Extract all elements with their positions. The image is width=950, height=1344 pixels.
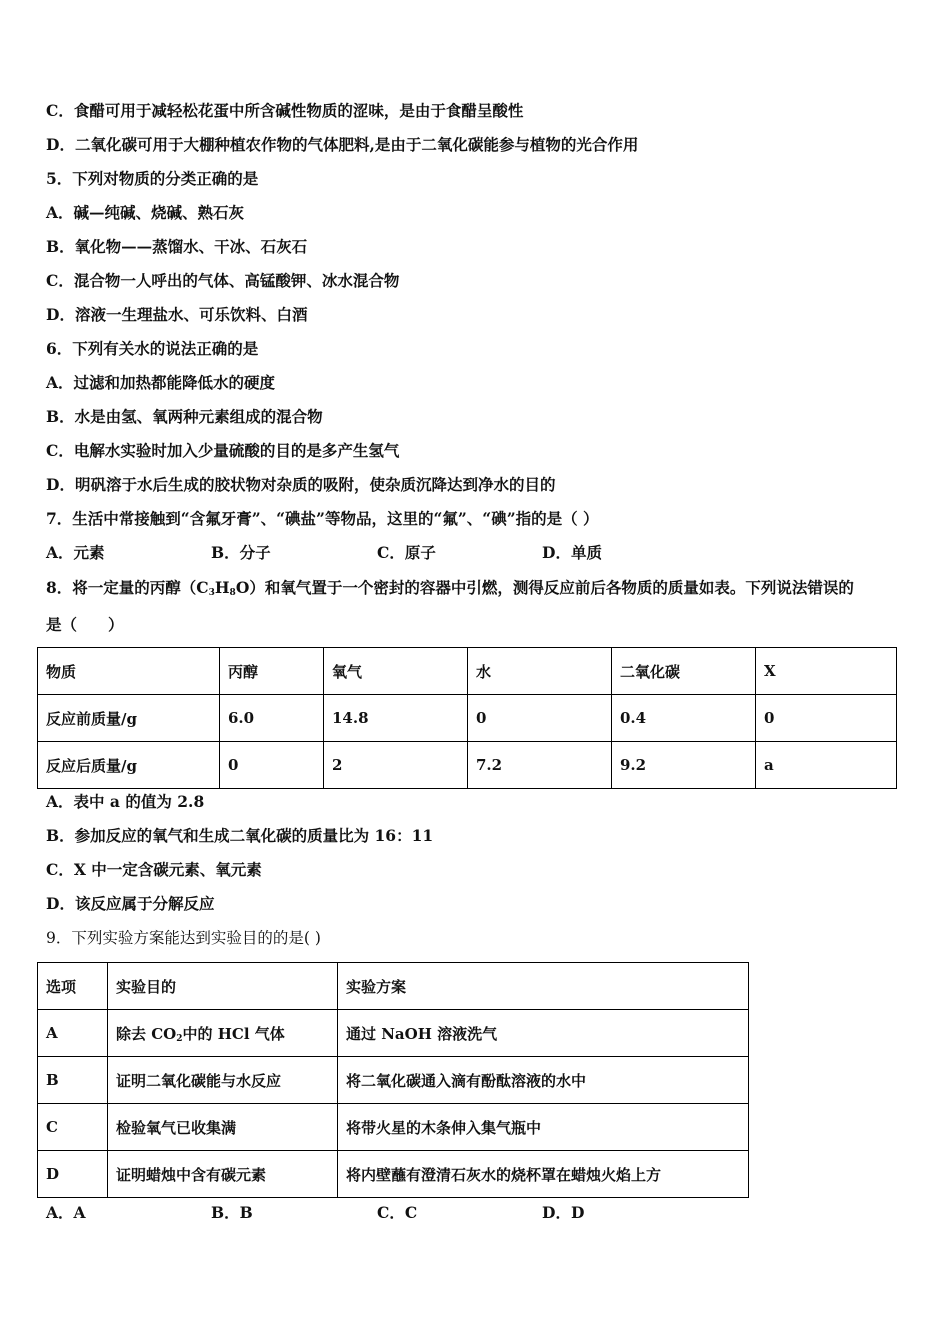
question-7: 7．生活中常接触到“含氟牙膏”、“碘盐”等物品，这里的“氟”、“碘”指的是（ ） <box>46 509 599 528</box>
table-header-row <box>38 648 897 695</box>
table-row <box>38 1104 749 1151</box>
table-cell: 物质 <box>38 648 220 695</box>
table-cell: 水 <box>468 648 612 695</box>
q7-option: B．分子 <box>211 543 271 562</box>
q6-option-d: D．明矾溶于水后生成的胶状物对杂质的吸附，使杂质沉降达到净水的目的 <box>46 475 556 494</box>
q4-option-c: C．食醋可用于减轻松花蛋中所含碱性物质的涩味，是由于食醋呈酸性 <box>46 101 524 120</box>
q6-option-c: C．电解水实验时加入少量硫酸的目的是多产生氢气 <box>46 441 400 460</box>
table-cell: 将内壁蘸有澄清石灰水的烧杯罩在蜡烛火焰上方 <box>338 1151 749 1198</box>
table-cell: 0 <box>220 742 324 789</box>
table-cell: 0 <box>756 695 897 742</box>
table-cell: 选项 <box>38 963 108 1010</box>
question-9: 9．下列实验方案能达到实验目的的是( ) <box>46 929 321 947</box>
table-cell: 氧气 <box>324 648 468 695</box>
q5-option-d: D．溶液一生理盐水、可乐饮料、白酒 <box>46 305 308 324</box>
table-cell: 实验方案 <box>338 963 749 1010</box>
table-cell: 7.2 <box>468 742 612 789</box>
question-8-continued: 是（ ） <box>46 615 124 634</box>
q7-option: A．元素 <box>46 543 105 562</box>
table-q8 <box>37 647 897 789</box>
q8-option-d: D．该反应属于分解反应 <box>46 894 215 913</box>
table-cell: B <box>38 1057 108 1104</box>
question-8: 8．将一定量的丙醇$(C_3H_8O)$和氧气置于一个密封的容器中引燃，测得反应前后各物质的质量如表。下列说法错误的 <box>46 578 854 598</box>
question-6: 6．下列有关水的说法正确的是 <box>46 339 259 358</box>
table-cell: a <box>756 742 897 789</box>
q6-option-b: B．水是由氢、氧两种元素组成的混合物 <box>46 407 323 426</box>
q9-option: D．D <box>542 1203 585 1222</box>
question-5: 5．下列对物质的分类正确的是 <box>46 169 259 188</box>
q9-option: B．B <box>211 1203 253 1222</box>
table-cell: 9.2 <box>612 742 756 789</box>
table-row <box>38 695 897 742</box>
q5-option-a: A．碱—纯碱、烧碱、熟石灰 <box>46 203 245 222</box>
q8-option-b: B．参加反应的氧气和生成二氧化碳的质量比为 16：11 <box>46 826 434 845</box>
q6-option-a: A．过滤和加热都能降低水的硬度 <box>46 373 276 392</box>
table-cell: 14.8 <box>324 695 468 742</box>
q5-option-b: B．氧化物——蒸馏水、干冰、石灰石 <box>46 237 308 256</box>
table-cell: 0 <box>468 695 612 742</box>
q9-option: A．A <box>46 1203 86 1222</box>
table-row <box>38 1010 749 1057</box>
table-cell: A <box>38 1010 108 1057</box>
table-cell: X <box>756 648 897 695</box>
table-row <box>38 742 897 789</box>
table-cell: 2 <box>324 742 468 789</box>
table-cell: 通过 NaOH 溶液洗气 <box>338 1010 749 1057</box>
table-cell: 除去 $CO_2$中的 HCl 气体 <box>108 1010 338 1057</box>
table-cell: 丙醇 <box>220 648 324 695</box>
table-cell: C <box>38 1104 108 1151</box>
q5-option-c: C．混合物一人呼出的气体、高锰酸钾、冰水混合物 <box>46 271 400 290</box>
table-cell: 证明蜡烛中含有碳元素 <box>108 1151 338 1198</box>
table-cell: 二氧化碳 <box>612 648 756 695</box>
table-header-row <box>38 963 749 1010</box>
table-cell: 实验目的 <box>108 963 338 1010</box>
table-row <box>38 1057 749 1104</box>
table-cell: 将二氧化碳通入滴有酚酞溶液的水中 <box>338 1057 749 1104</box>
q8-option-a: A．表中 a 的值为 2.8 <box>46 792 205 811</box>
table-cell: D <box>38 1151 108 1198</box>
table-cell: 检验氧气已收集满 <box>108 1104 338 1151</box>
table-cell: 将带火星的木条伸入集气瓶中 <box>338 1104 749 1151</box>
table-cell: 反应后质量/g <box>38 742 220 789</box>
table-q9 <box>37 962 749 1198</box>
q7-option: D．单质 <box>542 543 602 562</box>
q9-option: C．C <box>377 1203 418 1222</box>
table-cell: 证明二氧化碳能与水反应 <box>108 1057 338 1104</box>
table-cell: 0.4 <box>612 695 756 742</box>
q4-option-d: D．二氧化碳可用于大棚种植农作物的气体肥料,是由于二氧化碳能参与植物的光合作用 <box>46 135 639 154</box>
table-cell: 6.0 <box>220 695 324 742</box>
table-cell: 反应前质量/g <box>38 695 220 742</box>
table-row <box>38 1151 749 1198</box>
q8-option-c: C．X 中一定含碳元素、氧元素 <box>46 860 262 879</box>
q7-option: C．原子 <box>377 543 436 562</box>
